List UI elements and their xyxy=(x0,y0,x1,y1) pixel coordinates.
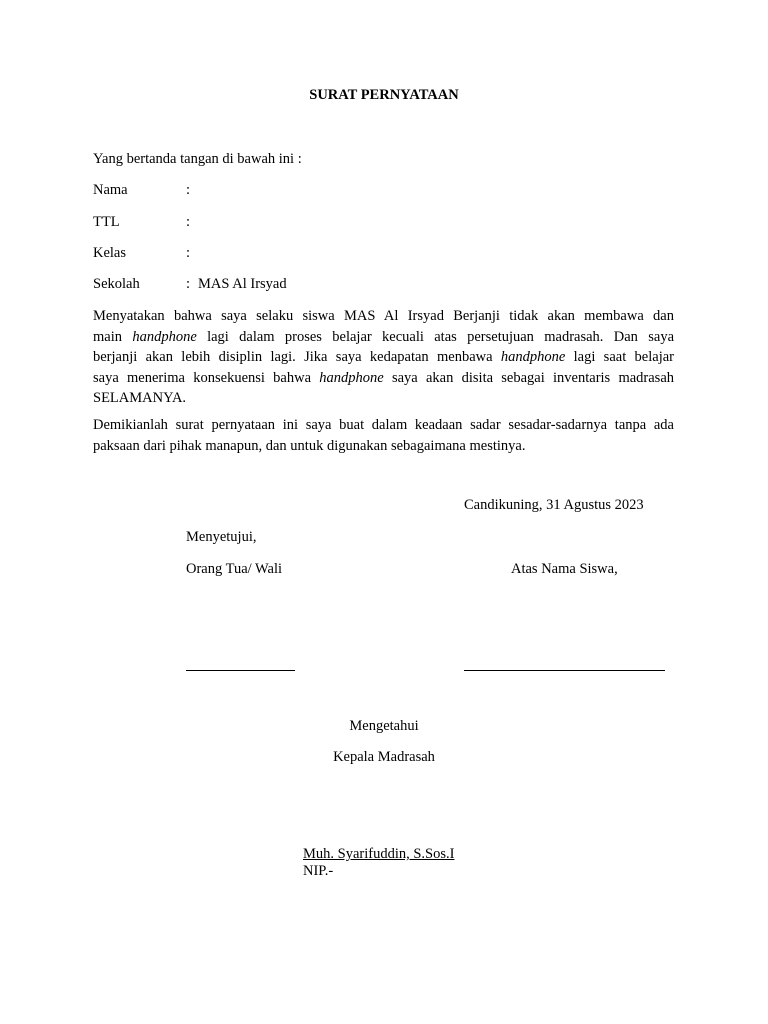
closing-paragraph xyxy=(93,415,674,456)
closing-line: Demikianlah surat pernyataan ini saya buat dalam keadaan sadar sesadar-sadarnya tanpa ada xyxy=(93,417,674,433)
statement-line: main handphone lagi dalam proses belajar kecuali atas persetujuan madrasah. Dan saya xyxy=(93,328,675,345)
field-label: Kelas xyxy=(93,245,127,261)
statement-paragraph xyxy=(93,306,674,409)
head-title: Kepala Madrasah xyxy=(333,749,435,765)
field-colon: : xyxy=(186,276,191,292)
parent-signature-line xyxy=(186,670,295,671)
field-value: MAS Al Irsyad xyxy=(198,276,287,292)
field-label: Nama xyxy=(93,182,128,198)
intro-text: Yang bertanda tangan di bawah ini : xyxy=(93,151,302,167)
field-colon: : xyxy=(186,182,191,198)
parent-label: Orang Tua/ Wali xyxy=(186,561,283,577)
head-nip: NIP.- xyxy=(303,863,334,879)
approval-label: Menyetujui, xyxy=(186,529,257,545)
field-label: Sekolah xyxy=(93,276,140,292)
student-signature-line xyxy=(464,670,665,671)
letter-title: SURAT PERNYATAAN xyxy=(309,87,459,103)
closing-line: paksaan dari pihak manapun, dan untuk digunakan sebagaimana mestinya. xyxy=(93,437,526,454)
field-colon: : xyxy=(186,214,191,230)
place-date: Candikuning, 31 Agustus 2023 xyxy=(464,497,644,513)
field-colon: : xyxy=(186,245,191,261)
statement-line: Menyatakan bahwa saya selaku siswa MAS Al Irsyad Berjanji tidak akan membawa dan xyxy=(93,308,674,324)
statement-line: saya menerima konsekuensi bahwa handphone saya akan disita sebagai inventaris madrasah xyxy=(93,369,675,386)
statement-line: SELAMANYA. xyxy=(93,390,187,406)
student-label: Atas Nama Siswa, xyxy=(511,561,618,577)
statement-line: berjanji akan lebih disiplin lagi. Jika saya kedapatan menbawa handphone lagi saat belajar xyxy=(93,349,674,365)
head-name: Muh. Syarifuddin, S.Sos.I xyxy=(303,846,455,862)
field-label: TTL xyxy=(93,214,120,230)
acknowledge-label: Mengetahui xyxy=(349,718,419,734)
